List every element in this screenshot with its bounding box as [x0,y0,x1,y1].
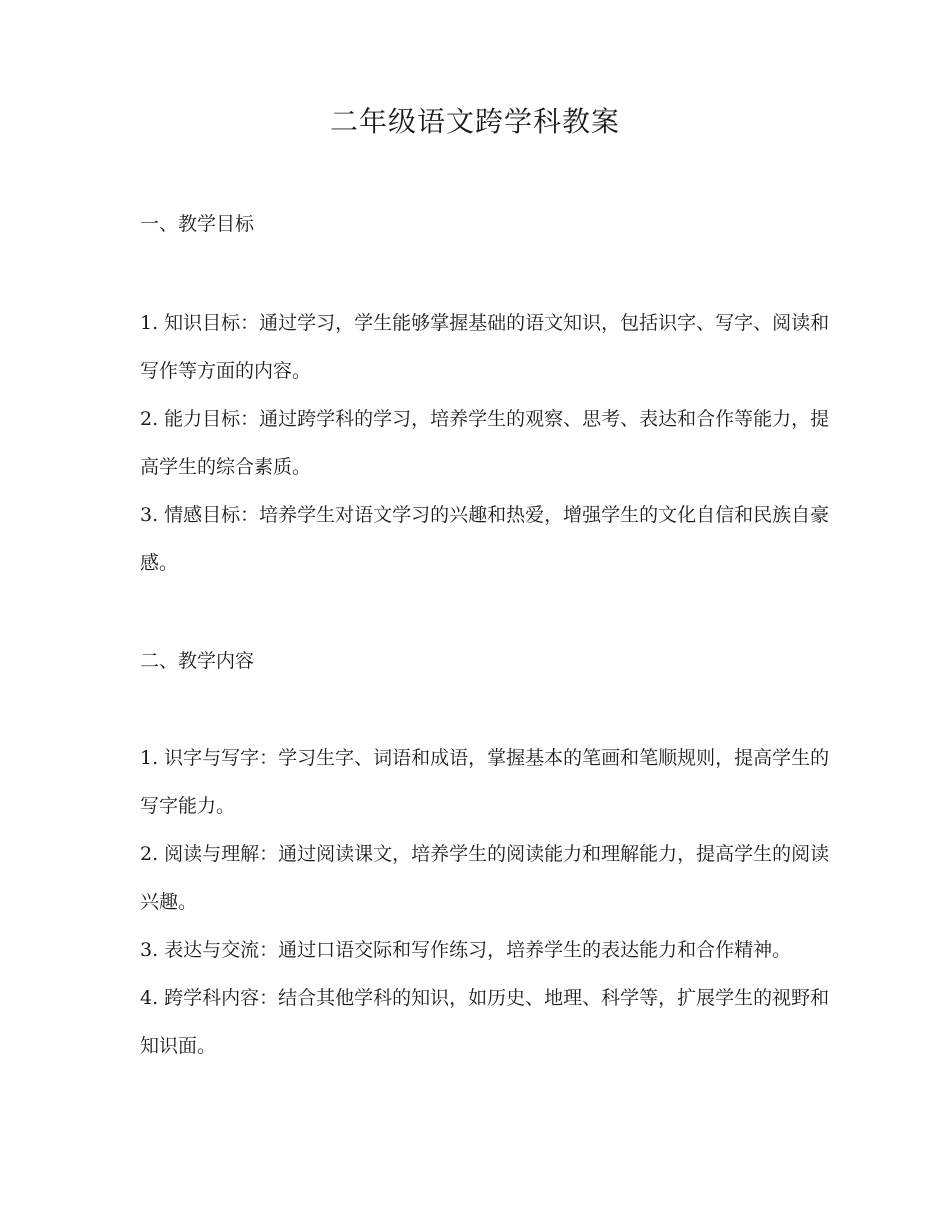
paragraph-content-interdisciplinary: 4. 跨学科内容：结合其他学科的知识，如历史、地理、科学等，扩展学生的视野和知识面。 [140,987,830,1057]
section-heading-objectives: 一、教学目标 [140,213,255,235]
section-heading-content: 二、教学内容 [140,650,255,672]
page-title: 二年级语文跨学科教案 [329,105,620,138]
paragraph-content-reading: 2. 阅读与理解：通过阅读课文，培养学生的阅读能力和理解能力，提高学生的阅读兴趣。 [140,843,830,913]
paragraph-content-characters: 1. 识字与写字：学习生字、词语和成语，掌握基本的笔画和笔顺规则，提高学生的写字能力。 [140,747,830,817]
paragraph-objective-knowledge: 1. 知识目标：通过学习，学生能够掌握基础的语文知识，包括识字、写字、阅读和写作等方面的内容。 [140,312,830,382]
paragraph-objective-emotion: 3. 情感目标：培养学生对语文学习的兴趣和热爱，增强学生的文化自信和民族自豪感。 [140,504,830,574]
paragraph-objective-ability: 2. 能力目标：通过跨学科的学习，培养学生的观察、思考、表达和合作等能力，提高学生的综合素质。 [140,408,830,478]
paragraph-content-expression: 3. 表达与交流：通过口语交际和写作练习，培养学生的表达能力和合作精神。 [140,939,792,961]
